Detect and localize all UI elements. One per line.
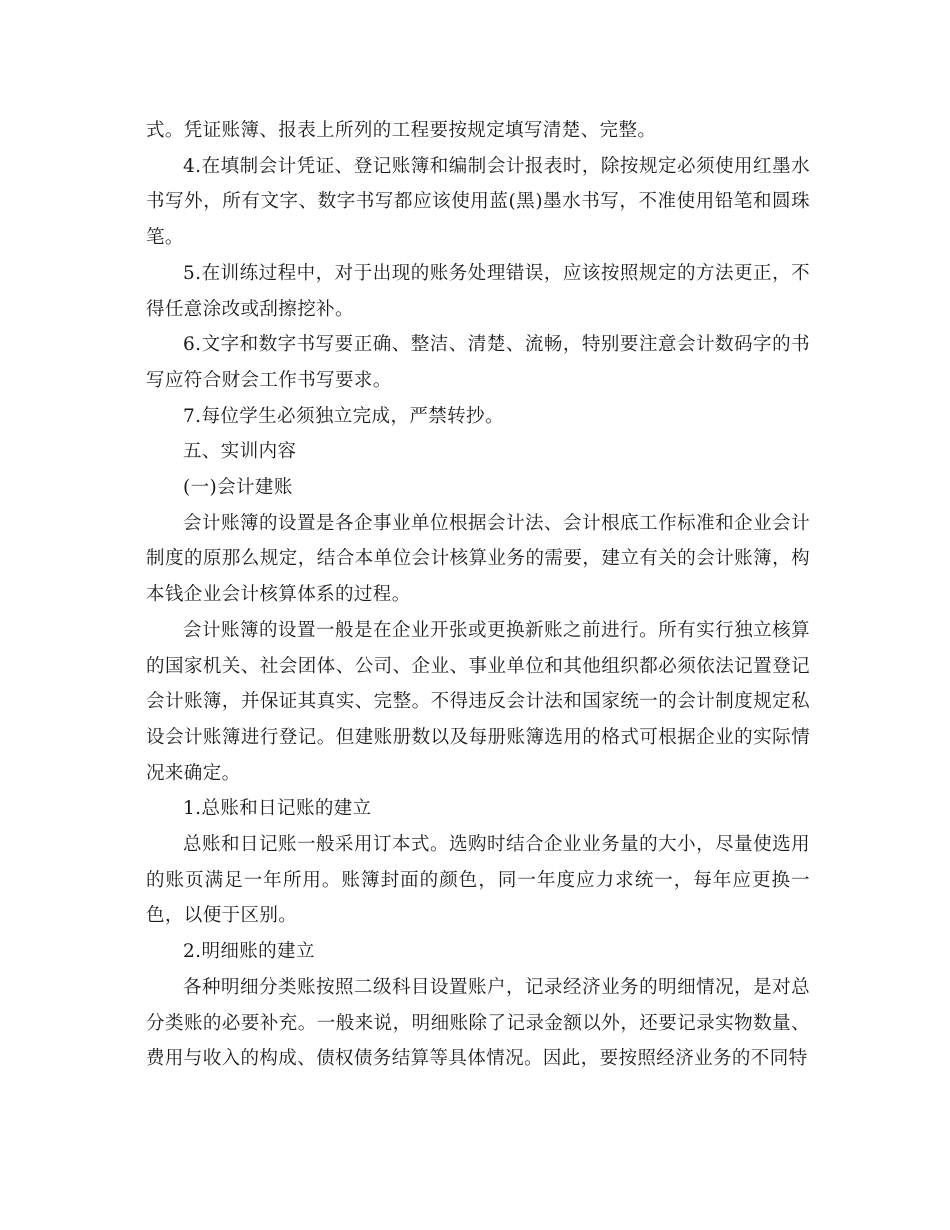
paragraph-rule-4: 4.在填制会计凭证、登记账簿和编制会计报表时，除按规定必须使用红墨水书写外，所有文字、数字书写都应该使用蓝(黑)墨水书写，不准使用铅笔和圆珠笔。 (146, 155, 810, 249)
paragraph-rule-5: 5.在训练过程中，对于出现的账务处理错误，应该按照规定的方法更正，不得任意涂改或刮擦挖补。 (146, 262, 810, 320)
document-body (146, 113, 810, 1077)
paragraph-continuation: 式。凭证账簿、报表上所列的工程要按规定填写清楚、完整。 (146, 120, 657, 141)
subsection-heading-1: (一)会计建账 (183, 477, 293, 499)
paragraph-account-setup-intro: 会计账簿的设置是各企事业单位根据会计法、会计根底工作标准和企业会计制度的原那么规定，结合本单位会计核算业务的需要，建立有关的会计账簿，构本钱企业会计核算体系的过程。 (146, 512, 810, 606)
section-heading-5: 五、实训内容 (183, 441, 297, 463)
item-heading-subsidiary-ledger: 2.明细账的建立 (183, 941, 315, 963)
item-heading-general-ledger: 1.总账和日记账的建立 (183, 798, 372, 820)
paragraph-rule-7: 7.每位学生必须独立完成，严禁转抄。 (183, 405, 504, 427)
paragraph-account-setup-timing: 会计账簿的设置一般是在企业开张或更换新账之前进行。所有实行独立核算的国家机关、社会团体、公司、企业、事业单位和其他组织都必须依法记置登记会计账簿，并保证其真实、完整。不得违反会计法和国家统一的会计制度规定私设会计账簿进行登记。但建账册数以及每册账簿选用的格式可根据企业的实际情况来确定。 (146, 619, 810, 784)
paragraph-subsidiary-ledger: 各种明细分类账按照二级科目设置账户，记录经济业务的明细情况，是对总分类账的必要补充。一般来说，明细账除了记录金额以外，还要记录实物数量、费用与收入的构成、债权债务结算等具体情况。因此，要按照经济业务的不同特 (146, 976, 810, 1070)
paragraph-rule-6: 6.文字和数字书写要正确、整洁、清楚、流畅，特别要注意会计数码字的书写应符合财会工作书写要求。 (146, 334, 810, 391)
paragraph-general-ledger: 总账和日记账一般采用订本式。选购时结合企业业务量的大小，尽量使选用的账页满足一年所用。账簿封面的颜色，同一年度应力求统一，每年应更换一色，以便于区别。 (146, 834, 810, 927)
